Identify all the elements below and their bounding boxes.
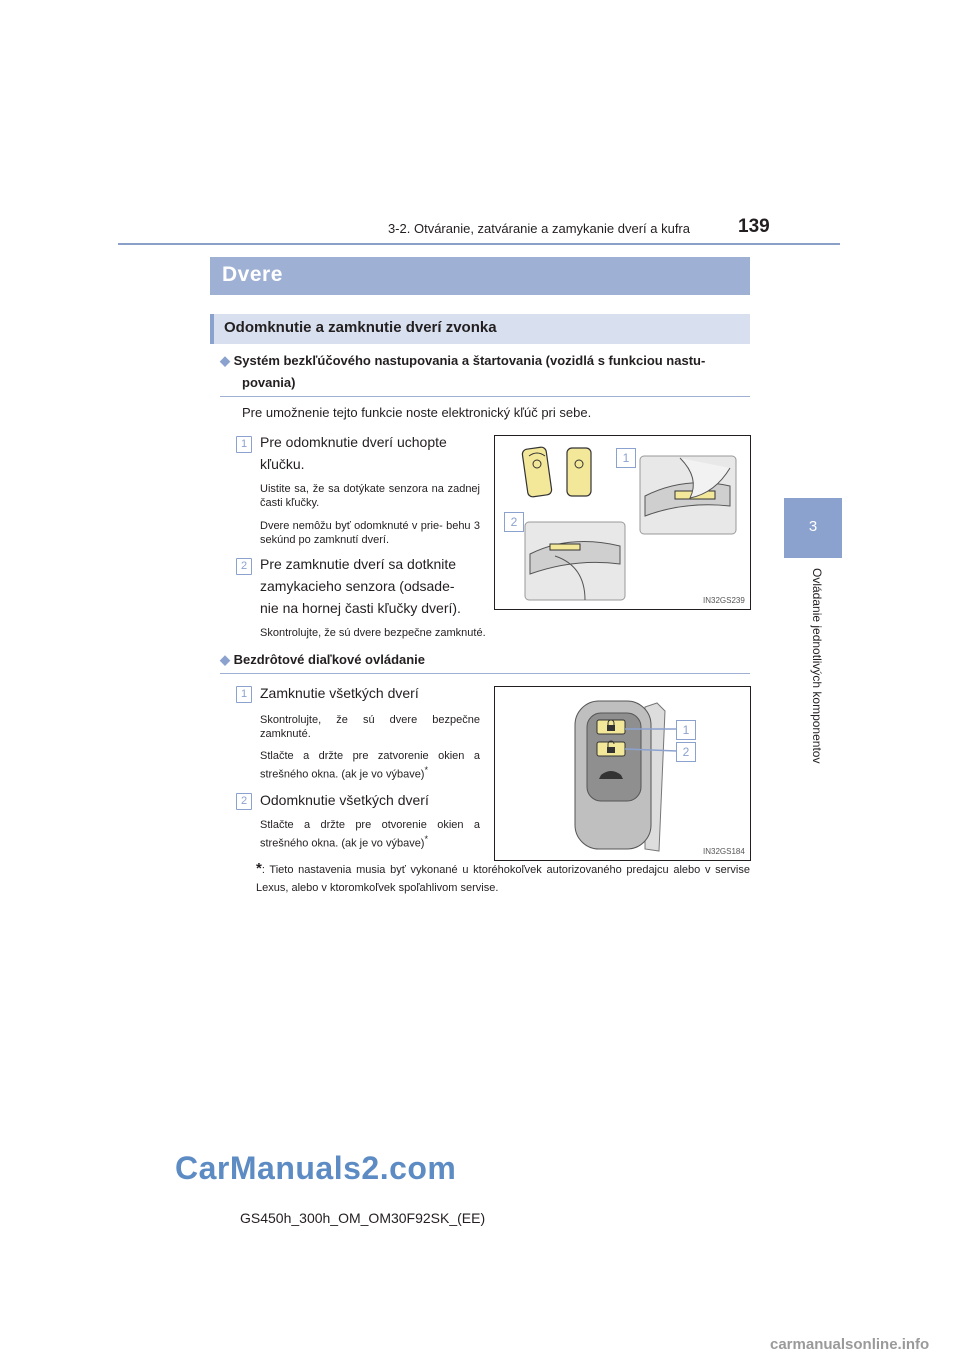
header-rule xyxy=(118,243,840,245)
step-note: Skontrolujte, že sú dvere bezpečne zamknuté. xyxy=(260,714,480,740)
footnote xyxy=(256,860,750,897)
smart-entry-intro: Pre umožnenie tejto funkcie noste elektronický kľúč pri sebe. xyxy=(242,405,592,420)
chapter-side-label: Ovládanie jednotlivých komponentov xyxy=(810,568,824,764)
watermark-logo: CarManuals2.com xyxy=(175,1150,457,1186)
smart-entry-heading xyxy=(220,350,750,394)
watermark-site: carmanualsonline.info xyxy=(770,1336,930,1353)
step-text: Odomknutie všetkých dverí xyxy=(260,792,429,808)
chapter-number: 3 xyxy=(808,518,818,535)
asterisk-mark: * xyxy=(424,834,429,844)
step-text-line: Pre odomknutie dverí uchopte xyxy=(260,434,447,450)
callout-2: 2 xyxy=(504,512,524,532)
step-text-line: zamykacieho senzora (odsade- xyxy=(260,578,455,594)
subsection-accent xyxy=(210,314,214,344)
diamond-bullet-icon: ◆ xyxy=(220,353,230,368)
section-title: Dvere xyxy=(222,263,283,286)
step-number-badge: 1 xyxy=(236,436,252,453)
step-text-line: kľučku. xyxy=(260,456,305,472)
subsection-title: Odomknutie a zamknutie dverí zvonka xyxy=(224,319,497,336)
door-handle-figure xyxy=(494,435,751,610)
step-number-badge: 2 xyxy=(236,558,252,575)
step-note-text: Stlačte a držte pre otvorenie okien a strešného okna. (ak je vo výbave) xyxy=(260,819,480,850)
step-note xyxy=(260,749,480,782)
section-bar xyxy=(210,257,750,295)
smart-entry-title-line2: povania) xyxy=(242,375,296,390)
step-number-badge: 1 xyxy=(236,686,252,703)
footnote-text: : Tieto nastavenia musia byť vykonané u ktoréhokoľvek autorizovaného predajcu alebo v servise Lexus, alebo v ktoromkoľvek spoľahlivom servise. xyxy=(256,864,750,894)
wireless-heading xyxy=(220,652,425,668)
smart-entry-title-line1: Systém bezkľúčového nastupovania a štartovania (vozidlá s funkciou nastu- xyxy=(233,353,706,368)
callout-1: 1 xyxy=(616,448,636,468)
document-code: GS450h_300h_OM_OM30F92SK_(EE) xyxy=(240,1210,486,1226)
callout-2: 2 xyxy=(676,742,696,762)
footnote-mark: * xyxy=(256,860,262,877)
step-note-text: Stlačte a držte pre zatvorenie okien a strešného okna. (ak je vo výbave) xyxy=(260,750,480,781)
step-number-badge: 2 xyxy=(236,793,252,810)
heading-rule xyxy=(220,396,750,397)
page-number: 139 xyxy=(738,216,770,237)
key-fob-illustration xyxy=(495,687,750,860)
step-note xyxy=(260,818,480,851)
step-note: Uistite sa, že sa dotýkate senzora na zadnej časti kľučky. xyxy=(260,483,480,509)
asterisk-mark: * xyxy=(424,765,429,775)
step-text-line: nie na hornej časti kľučky dverí). xyxy=(260,600,461,616)
callout-1: 1 xyxy=(676,720,696,740)
wireless-title: Bezdrôtové diaľkové ovládanie xyxy=(233,652,426,667)
running-header: 3-2. Otváranie, zatváranie a zamykanie dverí a kufra xyxy=(387,221,690,236)
step-text xyxy=(260,431,480,475)
step-text xyxy=(260,553,480,619)
step-note: Skontrolujte, že sú dvere bezpečne zamknuté. xyxy=(260,627,486,639)
heading-rule xyxy=(220,673,750,674)
step-text-line: Pre zamknutie dverí sa dotknite xyxy=(260,556,457,572)
step-text: Zamknutie všetkých dverí xyxy=(260,685,419,701)
key-fob-figure xyxy=(494,686,751,861)
diamond-bullet-icon: ◆ xyxy=(220,652,230,667)
step-note: Dvere nemôžu byť odomknuté v prie- behu 3 sekúnd po zamknutí dverí. xyxy=(260,520,480,546)
figure-code: IN32GS239 xyxy=(703,596,745,605)
figure-code: IN32GS184 xyxy=(703,847,745,856)
